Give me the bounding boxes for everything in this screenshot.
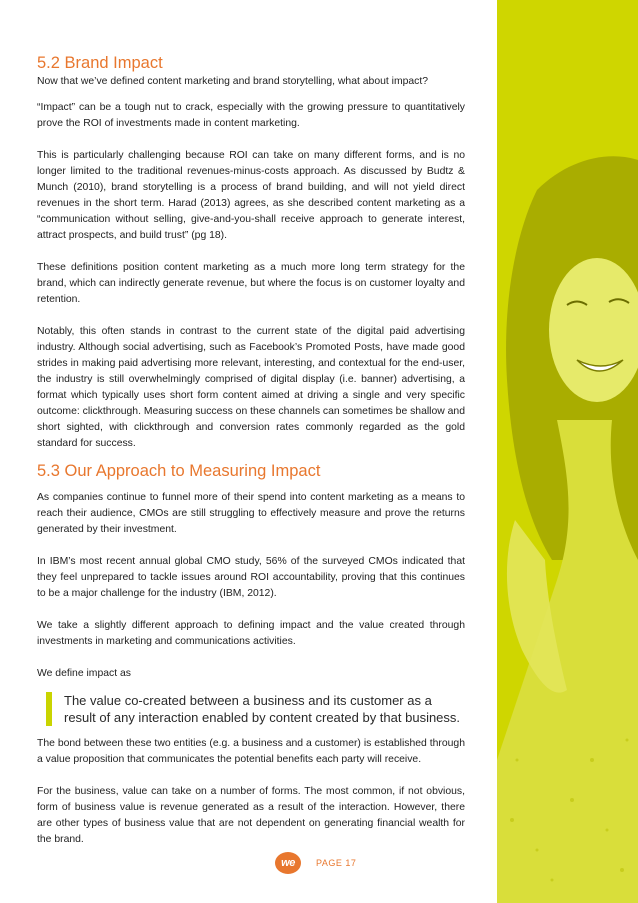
we-logo-icon <box>275 852 301 874</box>
paragraph: In IBM’s most recent annual global CMO study, 56% of the surveyed CMOs indicated that they feel unprepared to tackle issues around ROI accountability, proving that this continues to be a major challenge for the industry (IBM, 2012). <box>37 556 465 599</box>
pull-quote-text: The value co-created between a business and its customer as a result of any interaction enabled by content created by that business. <box>64 693 461 725</box>
paragraph: As companies continue to funnel more of their spend into content marketing as a means to reach their audience, CMOs are still struggling to effectively measure and prove the returns generated by their investment. <box>37 492 465 535</box>
sidebar-photo <box>497 0 638 903</box>
paragraph: We define impact as <box>37 668 131 679</box>
paragraph: Now that we’ve defined content marketing and brand storytelling, what about impact? <box>37 76 429 87</box>
logo-text: we <box>281 857 295 869</box>
paragraph: We take a slightly different approach to defining impact and the value created through investments in marketing and communications activities. <box>37 620 465 647</box>
section-heading-brand-impact: 5.2 Brand Impact <box>37 54 163 72</box>
page-number: PAGE 17 <box>316 858 357 868</box>
quote-bar <box>46 692 52 726</box>
woman-illustration <box>497 0 638 903</box>
paragraph: “Impact” can be a tough nut to crack, especially with the growing pressure to quantitatively prove the ROI of investments made in content marketing. <box>37 102 465 129</box>
pull-quote <box>46 692 465 726</box>
paragraph: The bond between these two entities (e.g. a business and a customer) is established through a value proposition that communicates the potential benefits each party will receive. <box>37 738 465 765</box>
page-footer <box>275 851 356 875</box>
paragraph: Notably, this often stands in contrast to the current state of the digital paid advertising industry. Although social advertising, such as Facebook’s Promoted Posts, have made good strides in making paid advertising more relevant, interesting, and contextual for the end-user, the industry is still overwhelmingly comprised of digital display (i.e. banner) advertising, a format which typically uses short form content aimed at driving a single and very specific outcome: clickthrough. Measuring success on these channels can sometimes be shallow and short sighted, with clickthrough and conversion rates commonly regarded as the gold standard for success. <box>37 326 465 449</box>
section-heading-measuring-impact: 5.3 Our Approach to Measuring Impact <box>37 462 321 480</box>
paragraph: This is particularly challenging because ROI can take on many different forms, and is no longer limited to the traditional revenues-minus-costs approach. As discussed by Budtz & Munch (2010), brand storytelling is a process of brand building, and will not yield direct revenues in the short term. Harad (2013) agrees, as she described content marketing as a “communication without selling, give-and-you-shall receive approach to generate interest, attract prospects, and build trust” (pg 18). <box>37 150 465 241</box>
paragraph: For the business, value can take on a number of forms. The most common, if not obvious, form of business value is revenue generated as a result of the interaction. However, there are other types of business value that are not dependent on generating financial wealth for the brand. <box>37 786 465 845</box>
paragraph: These definitions position content marketing as a much more long term strategy for the brand, which can indirectly generate revenue, but where the focus is on customer loyalty and retention. <box>37 262 465 305</box>
article-body <box>37 52 465 848</box>
